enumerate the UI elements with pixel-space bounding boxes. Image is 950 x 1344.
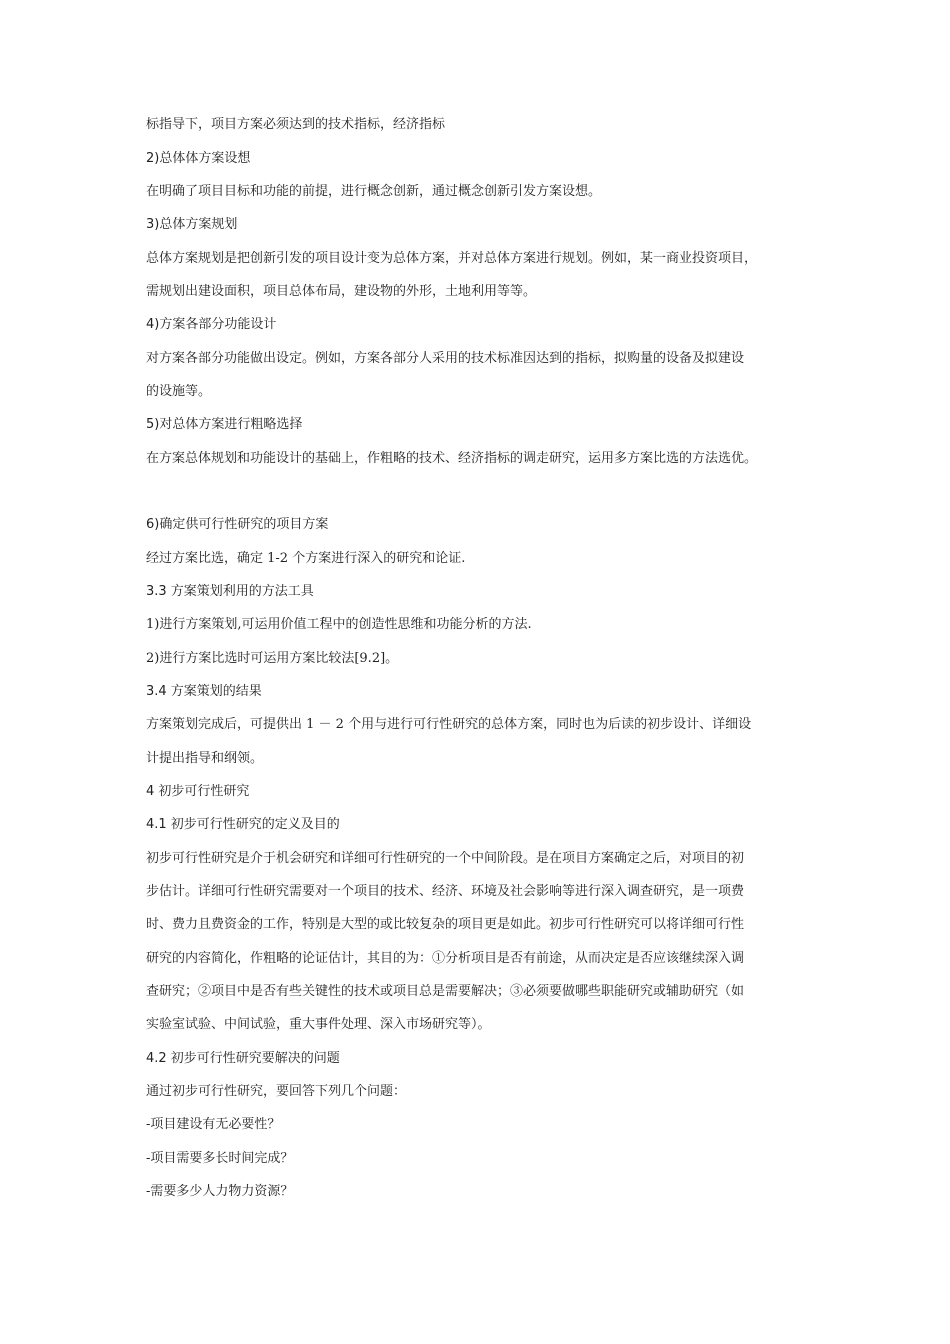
heading-3-3-methods: 3.3 方案策划利用的方法工具 [146, 584, 314, 599]
heading-4-2-problems: 4.2 初步可行性研究要解决的问题 [146, 1051, 340, 1066]
text-line: 需规划出建设面积，项目总体布局，建设物的外形，土地利用等等。 [146, 284, 537, 299]
text-line: 研究的内容简化，作粗略的论证估计，其目的为：①分析项目是否有前途，从而决定是否应该继续深入调 [146, 951, 745, 966]
heading-4-function-design: 4)方案各部分功能设计 [146, 317, 277, 332]
text-line: 经过方案比选，确定 1-2 个方案进行深入的研究和论证. [146, 551, 466, 566]
text-line: 的设施等。 [146, 384, 212, 399]
text-line: 通过初步可行性研究，要回答下列几个问题： [146, 1084, 407, 1099]
heading-4-preliminary-feasibility: 4 初步可行性研究 [146, 784, 250, 799]
text-line: 步估计。详细可行性研究需要对一个项目的技术、经济、环境及社会影响等进行深入调查研究，是一项费 [146, 884, 745, 899]
heading-3-overall-planning: 3)总体方案规划 [146, 217, 238, 232]
list-item: -项目需要多长时间完成？ [146, 1151, 294, 1166]
list-item: -需要多少人力物力资源？ [146, 1184, 294, 1199]
text-line: 时、费力且费资金的工作，特别是大型的或比较复杂的项目更是如此。初步可行性研究可以将详细可行性 [146, 917, 745, 932]
text-line: 方案策划完成后，可提供出 1 － 2 个用与进行可行性研究的总体方案，同时也为后读的初步设计、详细设 [146, 717, 752, 732]
heading-2-overall-concept: 2)总体体方案设想 [146, 151, 251, 166]
text-line: 在方案总体规划和功能设计的基础上，作粗略的技术、经济指标的调走研究，运用多方案比选的方法选优。 [146, 451, 758, 466]
heading-3-4-results: 3.4 方案策划的结果 [146, 684, 262, 699]
text-line-continuation: 标指导下，项目方案必须达到的技术指标，经济指标 [146, 117, 446, 132]
text-line: 在明确了项目目标和功能的前提，进行概念创新，通过概念创新引发方案设想。 [146, 184, 602, 199]
heading-5-rough-selection: 5)对总体方案进行粗略选择 [146, 417, 303, 432]
text-line: 总体方案规划是把创新引发的项目设计变为总体方案，并对总体方案进行规划。例如，某一商业投资项目， [146, 251, 758, 266]
list-item: -项目建设有无必要性？ [146, 1117, 281, 1132]
text-line: 2)进行方案比选时可运用方案比较法[9.2]。 [146, 651, 399, 666]
text-line: 对方案各部分功能做出设定。例如，方案各部分人采用的技术标准因达到的指标，拟购量的设备及拟建设 [146, 351, 745, 366]
heading-4-1-definition: 4.1 初步可行性研究的定义及目的 [146, 817, 340, 832]
text-line: 1)进行方案策划,可运用价值工程中的创造性思维和功能分析的方法. [146, 617, 532, 632]
heading-6-confirm-plan: 6)确定供可行性研究的项目方案 [146, 517, 329, 532]
text-line: 实验室试验、中间试验，重大事件处理、深入市场研究等）。 [146, 1017, 491, 1032]
text-line: 查研究；②项目中是否有些关键性的技术或项目总是需要解决；③必须要做哪些职能研究或辅助研究（如 [146, 984, 745, 999]
text-line: 计提出指导和纲领。 [146, 751, 264, 766]
text-line: 初步可行性研究是介于机会研究和详细可行性研究的一个中间阶段。是在项目方案确定之后，对项目的初 [146, 851, 745, 866]
